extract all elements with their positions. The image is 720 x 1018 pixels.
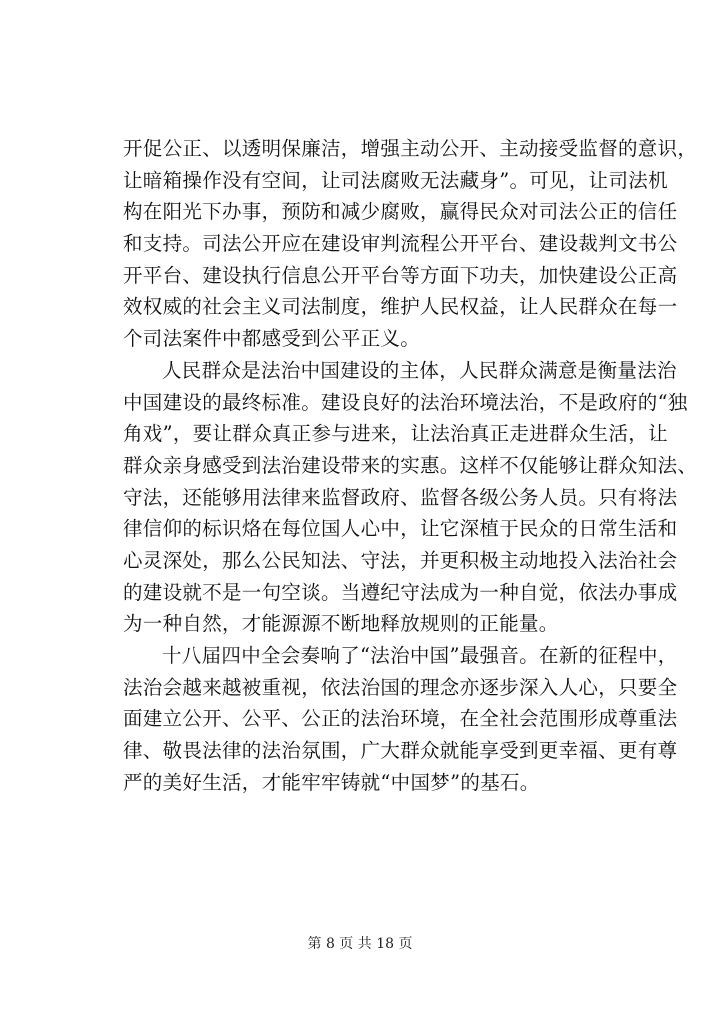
text-line: 的建设就不是一句空谈。当遵纪守法成为一种自觉，依法办事成	[123, 580, 678, 604]
text-line: 心灵深处，那么公民知法、守法，并更积极主动地投入法治社会	[123, 548, 678, 572]
text-line: 个司法案件中都感受到公平正义。	[123, 327, 421, 351]
text-line: 开平台、建设执行信息公开平台等方面下功夫，加快建设公正高	[123, 263, 678, 287]
text-line: 角戏”，要让群众真正参与进来，让法治真正走进群众生活，让	[123, 422, 668, 446]
text-line: 严的美好生活，才能牢牢铸就“中国梦”的基石。	[123, 770, 540, 794]
text-line: 群众亲身感受到法治建设带来的实惠。这样不仅能够让群众知法、	[123, 453, 698, 477]
text-line: 构在阳光下办事，预防和减少腐败，赢得民众对司法公正的信任	[123, 200, 678, 224]
text-line: 让暗箱操作没有空间，让司法腐败无法藏身”。可见，让司法机	[123, 168, 668, 192]
text-line: 开促公正、以透明保廉洁，增强主动公开、主动接受监督的意识，	[123, 137, 698, 160]
body-text	[123, 133, 698, 798]
text-line: 和支持。司法公开应在建设审判流程公开平台、建设裁判文书公	[123, 232, 678, 256]
text-line: 法治会越来越被重视，依法治国的理念亦逐步深入人心，只要全	[123, 675, 678, 699]
text-line: 守法，还能够用法律来监督政府、监督各级公务人员。只有将法	[123, 485, 678, 509]
text-line: 面建立公开、公平、公正的法治环境，在全社会范围形成尊重法	[123, 707, 678, 731]
text-line: 律、敬畏法律的法治氛围，广大群众就能享受到更幸福、更有尊	[123, 739, 678, 763]
paragraph-2	[123, 355, 698, 640]
text-line: 十八届四中全会奏响了“法治中国”最强音。在新的征程中，	[162, 644, 678, 667]
paragraph-3	[123, 640, 678, 798]
paragraph-1	[123, 133, 698, 355]
text-line: 为一种自然，才能源源不断地释放规则的正能量。	[123, 612, 559, 636]
page-number-footer: 第 8 页 共 18 页	[307, 936, 413, 952]
text-line: 效权威的社会主义司法制度，维护人民权益，让人民群众在每一	[123, 295, 678, 319]
text-line: 中国建设的最终标准。建设良好的法治环境法治，不是政府的“独	[123, 390, 688, 414]
text-line: 人民群众是法治中国建设的主体，人民群众满意是衡量法治	[162, 358, 677, 382]
text-line: 律信仰的标识烙在每位国人心中，让它深植于民众的日常生活和	[123, 517, 678, 541]
